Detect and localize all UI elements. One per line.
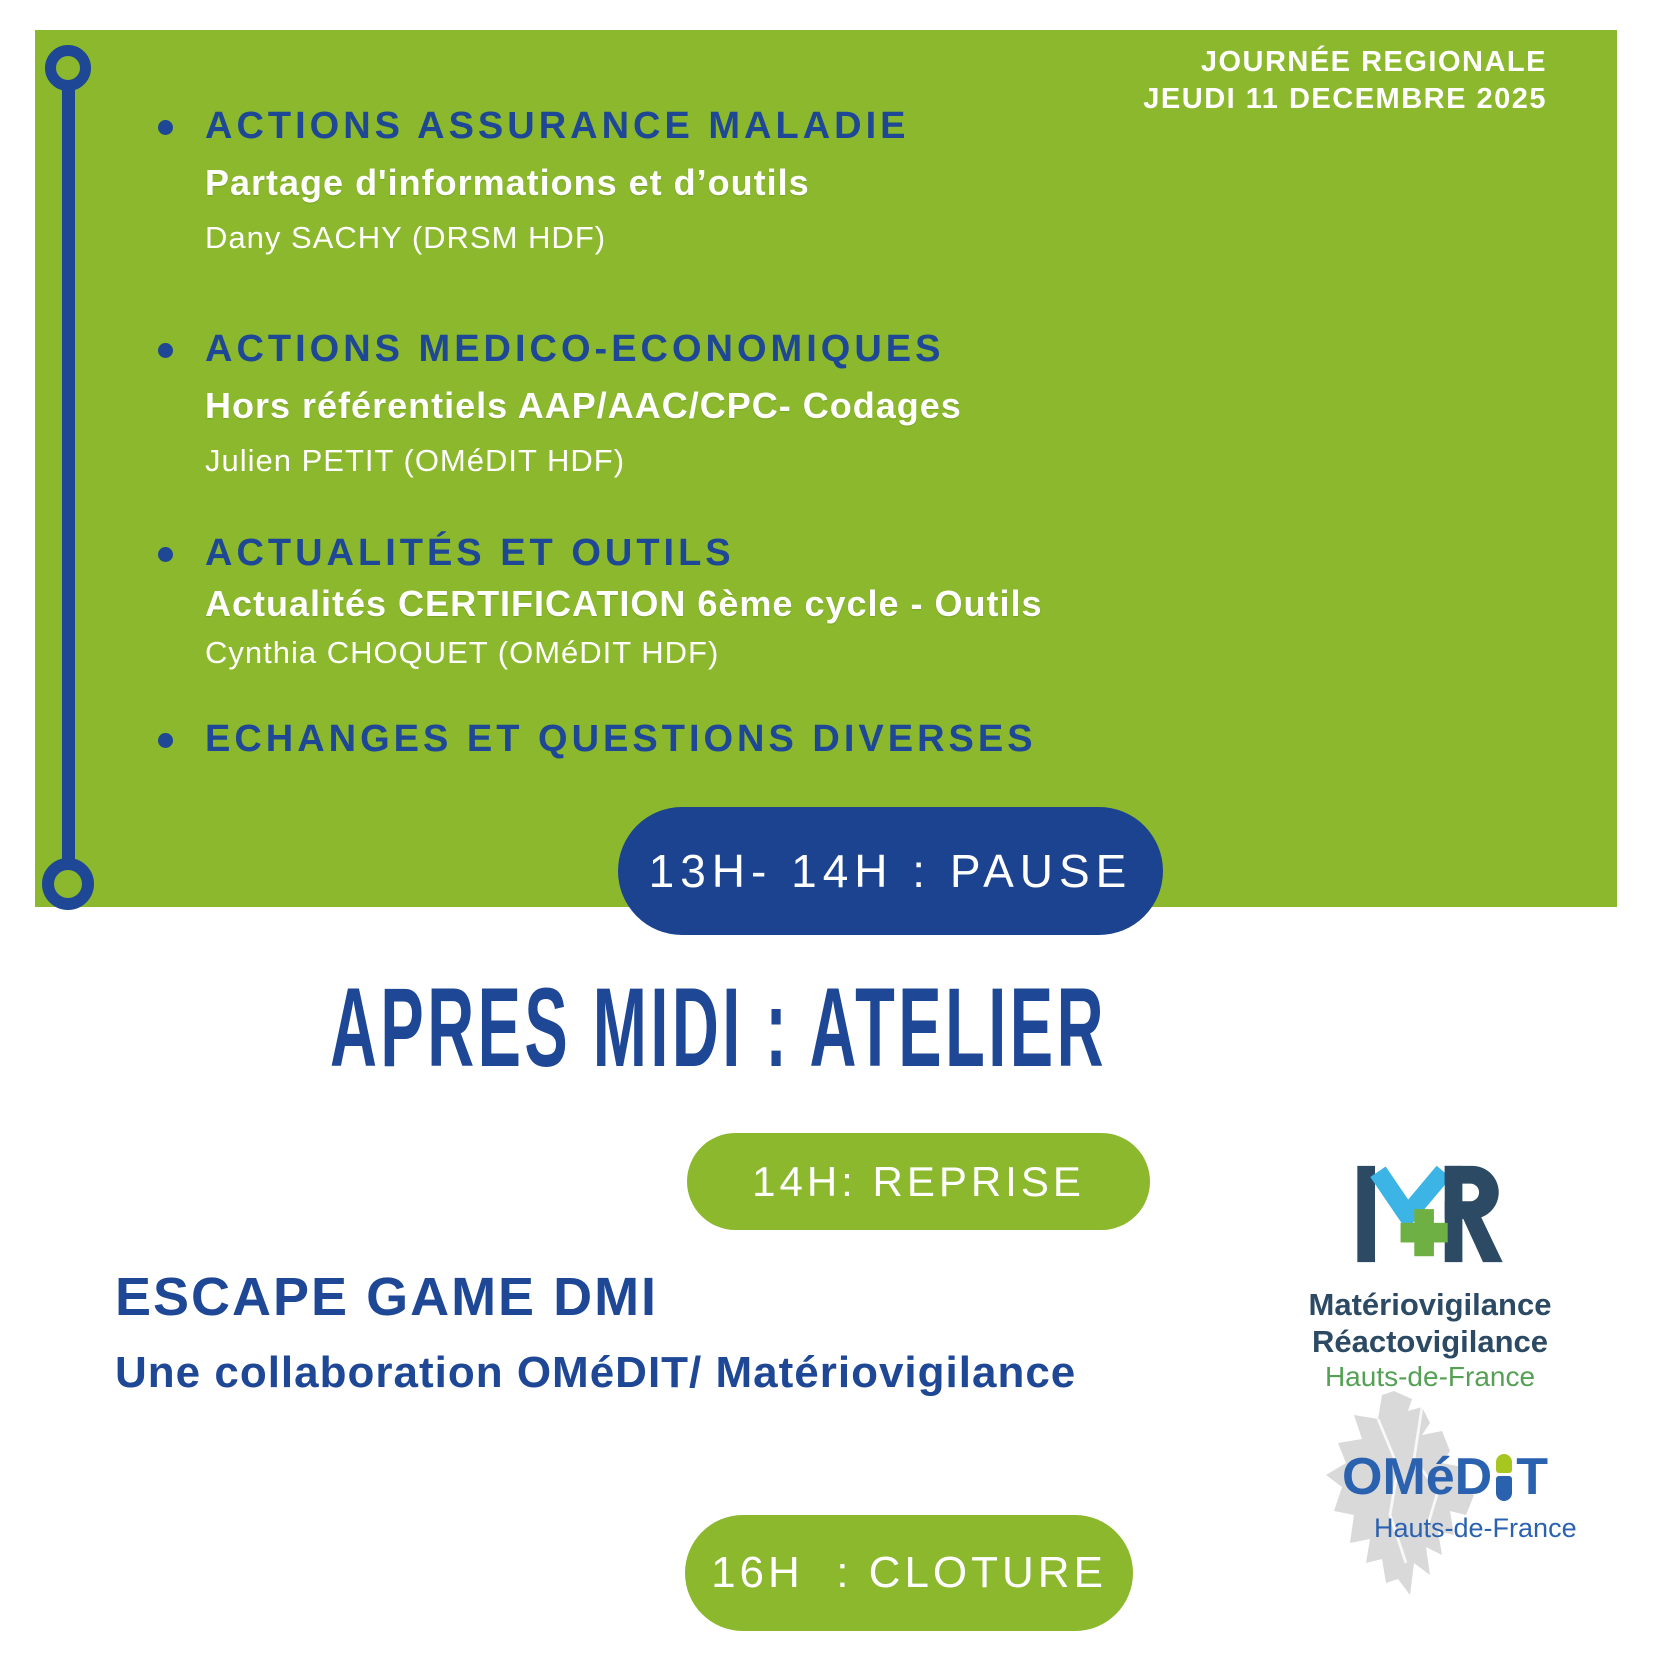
agenda-item-speaker: Cynthia CHOQUET (OMéDIT HDF) (205, 635, 720, 670)
pause-badge-label: 13H- 14H : PAUSE (648, 845, 1133, 897)
timeline-line (62, 84, 75, 860)
pause-badge (618, 807, 1163, 935)
agenda-item-actualites-outils (158, 532, 1043, 671)
omedit-region-label: Hauts-de-France (1374, 1513, 1577, 1543)
agenda-item-subtitle: Partage d'informations et d’outils (205, 162, 810, 203)
workshop-title: ESCAPE GAME DMI (115, 1267, 659, 1327)
agenda-item-subtitle: Hors référentiels AAP/AAC/CPC- Codages (205, 385, 962, 426)
cloture-badge-label: 16H : CLOTURE (711, 1548, 1107, 1597)
capsule-icon (1496, 1454, 1512, 1501)
reprise-badge-label: 14H: REPRISE (752, 1157, 1085, 1205)
agenda-item-title: ACTIONS MEDICO-ECONOMIQUES (205, 328, 945, 370)
bullet-icon (158, 343, 173, 358)
event-date: JEUDI 11 DECEMBRE 2025 (1143, 83, 1547, 115)
agenda-item-speaker: Julien PETIT (OMéDIT HDF) (205, 443, 626, 478)
agenda-item-assurance-maladie (158, 105, 910, 256)
workshop-subtitle: Une collaboration OMéDIT/ Matériovigilance (115, 1348, 1077, 1397)
bullet-icon (158, 120, 173, 135)
mvr-logo-region: Hauts-de-France (1324, 1361, 1536, 1392)
event-header (1143, 44, 1547, 118)
mvr-logo-icon (1350, 1160, 1510, 1268)
timeline-node-bottom-icon (42, 858, 94, 910)
afternoon-section-title: APRES MIDI : ATELIER (330, 965, 1107, 1090)
agenda-item-medico-economiques (158, 328, 962, 479)
omedit-wordmark-prefix: OMéD (1342, 1448, 1493, 1506)
agenda-item-subtitle: Actualités CERTIFICATION 6ème cycle - Outils (205, 583, 1043, 624)
cloture-badge (685, 1515, 1133, 1631)
reprise-badge (687, 1133, 1150, 1230)
omedit-wordmark-suffix: T (1516, 1448, 1549, 1506)
bullet-icon (158, 733, 173, 748)
bullet-icon (158, 547, 173, 562)
event-title: JOURNÉE REGIONALE (1200, 46, 1547, 78)
agenda-item-title: ECHANGES ET QUESTIONS DIVERSES (205, 718, 1037, 760)
agenda-item-echanges (158, 718, 1037, 761)
agenda-item-title: ACTUALITÉS ET OUTILS (205, 532, 735, 574)
omedit-wordmark (1342, 1448, 1549, 1506)
agenda-item-title: ACTIONS ASSURANCE MALADIE (205, 105, 910, 147)
mvr-logo-line2: Réactovigilance (1311, 1324, 1549, 1359)
mvr-logo (1295, 1150, 1565, 1394)
agenda-item-speaker: Dany SACHY (DRSM HDF) (205, 220, 607, 255)
agenda-panel (35, 30, 1617, 907)
omedit-logo (1318, 1383, 1618, 1608)
mvr-logo-line1: Matériovigilance (1308, 1287, 1552, 1322)
timeline-node-top-icon (45, 45, 91, 91)
